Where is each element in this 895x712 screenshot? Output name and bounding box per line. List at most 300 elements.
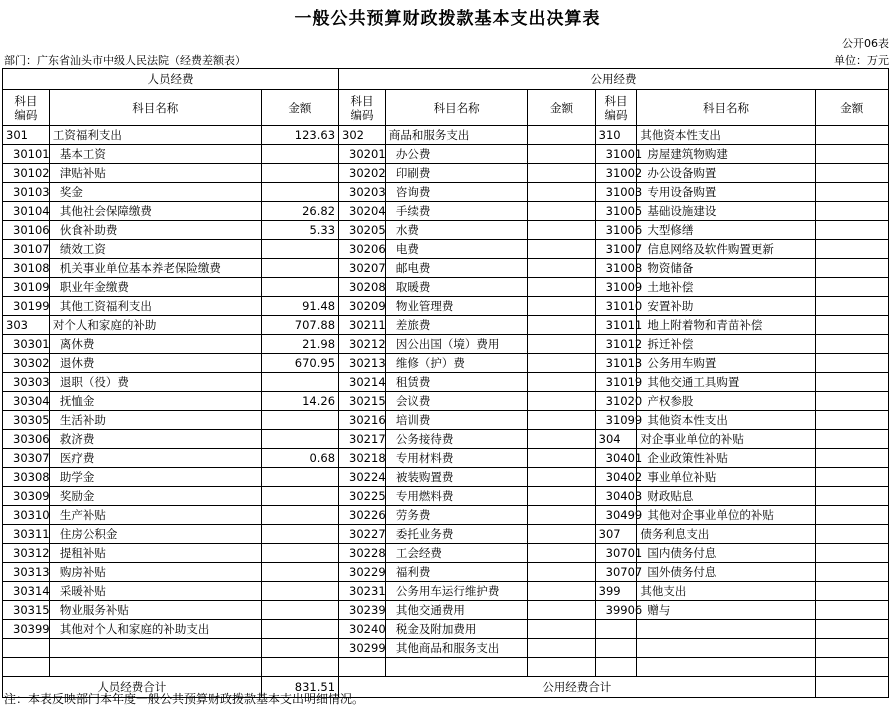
amount-cell bbox=[815, 145, 888, 164]
subject-name: 离休费 bbox=[49, 335, 261, 354]
subject-code: 31007 bbox=[595, 240, 637, 259]
subject-code: 30307 bbox=[3, 449, 50, 468]
amount-cell bbox=[815, 658, 888, 677]
subject-code: 30201 bbox=[339, 145, 386, 164]
subject-name: 工资福利支出 bbox=[49, 126, 261, 145]
subject-name: 其他对企事业单位的补贴 bbox=[637, 506, 815, 525]
amount-cell bbox=[815, 601, 888, 620]
subject-code: 31013 bbox=[595, 354, 637, 373]
subject-name: 其他交通工具购置 bbox=[637, 373, 815, 392]
public-section-header: 公用经费 bbox=[339, 69, 889, 90]
subject-code: 31011 bbox=[595, 316, 637, 335]
subject-code: 30209 bbox=[339, 297, 386, 316]
amount-cell bbox=[261, 145, 338, 164]
subject-name: 委托业务费 bbox=[385, 525, 528, 544]
amount-cell bbox=[261, 430, 338, 449]
amount-cell bbox=[261, 544, 338, 563]
subject-code: 30311 bbox=[3, 525, 50, 544]
amount-cell bbox=[528, 506, 595, 525]
subject-code: 30303 bbox=[3, 373, 50, 392]
subject-name: 医疗费 bbox=[49, 449, 261, 468]
subject-name: 税金及附加费用 bbox=[385, 620, 528, 639]
amount-cell bbox=[261, 468, 338, 487]
subject-name: 邮电费 bbox=[385, 259, 528, 278]
table-row bbox=[3, 620, 889, 639]
subject-name: 伙食补助费 bbox=[49, 221, 261, 240]
amount-cell bbox=[528, 601, 595, 620]
subject-code: 39906 bbox=[595, 601, 637, 620]
subject-code: 30215 bbox=[339, 392, 386, 411]
amount-cell bbox=[528, 411, 595, 430]
subject-name: 因公出国（境）费用 bbox=[385, 335, 528, 354]
subject-code: 30306 bbox=[3, 430, 50, 449]
subject-code: 30205 bbox=[339, 221, 386, 240]
subject-code: 303 bbox=[3, 316, 50, 335]
subject-name: 印刷费 bbox=[385, 164, 528, 183]
subject-name bbox=[49, 658, 261, 677]
subject-name: 福利费 bbox=[385, 563, 528, 582]
amount-cell bbox=[815, 164, 888, 183]
subject-code: 302 bbox=[339, 126, 386, 145]
subject-code: 30218 bbox=[339, 449, 386, 468]
subject-name bbox=[637, 639, 815, 658]
amount-cell bbox=[528, 126, 595, 145]
subject-code bbox=[595, 639, 637, 658]
amount-cell bbox=[528, 335, 595, 354]
subject-code: 30305 bbox=[3, 411, 50, 430]
table-row bbox=[3, 278, 889, 297]
subject-code: 30213 bbox=[339, 354, 386, 373]
table-row bbox=[3, 411, 889, 430]
amount-cell bbox=[815, 221, 888, 240]
code-header: 科目 编码 bbox=[595, 90, 637, 126]
subject-name: 培训费 bbox=[385, 411, 528, 430]
subject-code: 30107 bbox=[3, 240, 50, 259]
subject-name: 对个人和家庭的补助 bbox=[49, 316, 261, 335]
amount-cell bbox=[528, 373, 595, 392]
subject-code: 30228 bbox=[339, 544, 386, 563]
subject-name: 专用材料费 bbox=[385, 449, 528, 468]
amount-cell: 123.63 bbox=[261, 126, 338, 145]
form-number: 公开06表 bbox=[842, 37, 889, 50]
table-row bbox=[3, 449, 889, 468]
amount-cell bbox=[528, 221, 595, 240]
subject-name: 国内债务付息 bbox=[637, 544, 815, 563]
amount-cell bbox=[815, 126, 888, 145]
subject-name bbox=[385, 658, 528, 677]
subject-code: 399 bbox=[595, 582, 637, 601]
table-row bbox=[3, 639, 889, 658]
subject-code: 30217 bbox=[339, 430, 386, 449]
amount-cell bbox=[815, 468, 888, 487]
subject-name: 津贴补贴 bbox=[49, 164, 261, 183]
subject-code: 30207 bbox=[339, 259, 386, 278]
amount-cell bbox=[261, 563, 338, 582]
subject-name: 产权参股 bbox=[637, 392, 815, 411]
subject-code: 30204 bbox=[339, 202, 386, 221]
subject-name: 其他商品和服务支出 bbox=[385, 639, 528, 658]
amount-header: 金额 bbox=[528, 90, 595, 126]
amount-cell bbox=[528, 449, 595, 468]
subject-code: 30104 bbox=[3, 202, 50, 221]
subject-code: 30202 bbox=[339, 164, 386, 183]
subject-name: 退休费 bbox=[49, 354, 261, 373]
subject-code: 30226 bbox=[339, 506, 386, 525]
subject-name bbox=[49, 639, 261, 658]
amount-cell bbox=[815, 544, 888, 563]
table-row bbox=[3, 259, 889, 278]
subject-code bbox=[339, 658, 386, 677]
amount-cell bbox=[528, 392, 595, 411]
subject-name: 物资储备 bbox=[637, 259, 815, 278]
amount-cell bbox=[261, 620, 338, 639]
subject-code: 30403 bbox=[595, 487, 637, 506]
subject-code: 301 bbox=[3, 126, 50, 145]
subject-code: 30401 bbox=[595, 449, 637, 468]
subject-name: 劳务费 bbox=[385, 506, 528, 525]
subject-name: 救济费 bbox=[49, 430, 261, 449]
subject-code: 30312 bbox=[3, 544, 50, 563]
personnel-total-label: 人员经费合计 bbox=[3, 677, 262, 698]
subject-name: 其他资本性支出 bbox=[637, 411, 815, 430]
table-row bbox=[3, 221, 889, 240]
public-total-label: 公用经费合计 bbox=[339, 677, 816, 698]
subject-name: 大型修缮 bbox=[637, 221, 815, 240]
subject-name: 租赁费 bbox=[385, 373, 528, 392]
subject-name bbox=[637, 658, 815, 677]
table-row bbox=[3, 658, 889, 677]
unit-label: 单位：万元 bbox=[834, 54, 889, 67]
subject-code: 30203 bbox=[339, 183, 386, 202]
subject-name: 公务接待费 bbox=[385, 430, 528, 449]
subject-code: 31002 bbox=[595, 164, 637, 183]
code-header: 科目 编码 bbox=[339, 90, 386, 126]
amount-cell bbox=[528, 316, 595, 335]
amount-cell: 21.98 bbox=[261, 335, 338, 354]
amount-cell bbox=[528, 658, 595, 677]
amount-cell bbox=[815, 335, 888, 354]
subject-code bbox=[595, 620, 637, 639]
subject-code: 30701 bbox=[595, 544, 637, 563]
subject-name: 事业单位补贴 bbox=[637, 468, 815, 487]
table-row bbox=[3, 373, 889, 392]
amount-cell: 0.68 bbox=[261, 449, 338, 468]
table-row bbox=[3, 164, 889, 183]
subject-code: 30216 bbox=[339, 411, 386, 430]
subject-code: 30240 bbox=[339, 620, 386, 639]
table-row bbox=[3, 183, 889, 202]
amount-cell bbox=[815, 525, 888, 544]
table-row bbox=[3, 468, 889, 487]
subject-name: 其他对个人和家庭的补助支出 bbox=[49, 620, 261, 639]
amount-cell bbox=[815, 297, 888, 316]
subject-name: 办公设备购置 bbox=[637, 164, 815, 183]
subject-code: 30313 bbox=[3, 563, 50, 582]
amount-cell bbox=[815, 240, 888, 259]
amount-cell bbox=[261, 164, 338, 183]
subject-name: 其他资本性支出 bbox=[637, 126, 815, 145]
amount-cell bbox=[261, 240, 338, 259]
subject-code: 30302 bbox=[3, 354, 50, 373]
subject-code: 30212 bbox=[339, 335, 386, 354]
subject-code: 30106 bbox=[3, 221, 50, 240]
subject-name: 国外债务付息 bbox=[637, 563, 815, 582]
amount-cell: 5.33 bbox=[261, 221, 338, 240]
subject-name: 生活补助 bbox=[49, 411, 261, 430]
subject-code: 30707 bbox=[595, 563, 637, 582]
report-title: 一般公共预算财政拨款基本支出决算表 bbox=[294, 9, 601, 29]
subject-code: 31003 bbox=[595, 183, 637, 202]
amount-cell bbox=[261, 582, 338, 601]
subject-name: 住房公积金 bbox=[49, 525, 261, 544]
amount-cell bbox=[528, 183, 595, 202]
subject-code: 31009 bbox=[595, 278, 637, 297]
subject-code: 30499 bbox=[595, 506, 637, 525]
subject-code: 30102 bbox=[3, 164, 50, 183]
amount-cell bbox=[815, 487, 888, 506]
subject-name: 对企事业单位的补贴 bbox=[637, 430, 815, 449]
table-row bbox=[3, 297, 889, 316]
amount-cell bbox=[528, 145, 595, 164]
subject-code: 30304 bbox=[3, 392, 50, 411]
subject-name: 地上附着物和青苗补偿 bbox=[637, 316, 815, 335]
amount-cell bbox=[261, 411, 338, 430]
subject-code: 30399 bbox=[3, 620, 50, 639]
amount-cell bbox=[815, 373, 888, 392]
subject-name: 退职（役）费 bbox=[49, 373, 261, 392]
subject-code: 30225 bbox=[339, 487, 386, 506]
table-row bbox=[3, 506, 889, 525]
name-header: 科目名称 bbox=[49, 90, 261, 126]
subject-code bbox=[595, 658, 637, 677]
subject-code: 30301 bbox=[3, 335, 50, 354]
table-row bbox=[3, 335, 889, 354]
subject-name bbox=[637, 620, 815, 639]
subject-code bbox=[3, 658, 50, 677]
subject-name: 被装购置费 bbox=[385, 468, 528, 487]
public-total-amount bbox=[815, 677, 888, 698]
amount-cell bbox=[815, 392, 888, 411]
subject-code: 30199 bbox=[3, 297, 50, 316]
subject-code: 307 bbox=[595, 525, 637, 544]
department-label: 部门：广东省汕头市中级人民法院（经费差额表） bbox=[4, 54, 246, 67]
subject-name: 安置补助 bbox=[637, 297, 815, 316]
subject-code: 31012 bbox=[595, 335, 637, 354]
subject-code: 31010 bbox=[595, 297, 637, 316]
amount-cell bbox=[528, 164, 595, 183]
amount-cell bbox=[261, 259, 338, 278]
subject-name: 绩效工资 bbox=[49, 240, 261, 259]
subject-code: 31019 bbox=[595, 373, 637, 392]
subject-name: 企业政策性补贴 bbox=[637, 449, 815, 468]
amount-cell bbox=[815, 506, 888, 525]
amount-cell bbox=[261, 183, 338, 202]
subject-name: 其他交通费用 bbox=[385, 601, 528, 620]
subject-name: 奖励金 bbox=[49, 487, 261, 506]
table-row bbox=[3, 601, 889, 620]
subject-name: 专用燃料费 bbox=[385, 487, 528, 506]
subject-name: 其他支出 bbox=[637, 582, 815, 601]
amount-cell bbox=[261, 658, 338, 677]
subject-code: 30101 bbox=[3, 145, 50, 164]
amount-cell bbox=[261, 506, 338, 525]
amount-cell bbox=[528, 487, 595, 506]
subject-code: 30103 bbox=[3, 183, 50, 202]
amount-cell bbox=[815, 449, 888, 468]
amount-cell bbox=[528, 202, 595, 221]
amount-cell bbox=[528, 563, 595, 582]
subject-name: 其他社会保障缴费 bbox=[49, 202, 261, 221]
table-row bbox=[3, 582, 889, 601]
amount-cell bbox=[528, 240, 595, 259]
footnote: 注：本表反映部门本年度一般公共预算财政拨款基本支出明细情况。 bbox=[4, 692, 365, 706]
table-row bbox=[3, 202, 889, 221]
amount-cell bbox=[528, 278, 595, 297]
subject-name: 信息网络及软件购置更新 bbox=[637, 240, 815, 259]
subject-name: 抚恤金 bbox=[49, 392, 261, 411]
amount-cell bbox=[261, 601, 338, 620]
amount-cell bbox=[815, 411, 888, 430]
subject-name: 会议费 bbox=[385, 392, 528, 411]
subject-code: 30231 bbox=[339, 582, 386, 601]
subject-code: 304 bbox=[595, 430, 637, 449]
subject-name: 机关事业单位基本养老保险缴费 bbox=[49, 259, 261, 278]
personnel-section-header: 人员经费 bbox=[3, 69, 339, 90]
subject-name: 专用设备购置 bbox=[637, 183, 815, 202]
section-header-row bbox=[3, 69, 889, 90]
name-header: 科目名称 bbox=[637, 90, 815, 126]
amount-cell bbox=[815, 354, 888, 373]
subject-name: 物业服务补贴 bbox=[49, 601, 261, 620]
subject-name: 赠与 bbox=[637, 601, 815, 620]
subject-code: 30108 bbox=[3, 259, 50, 278]
subject-name: 助学金 bbox=[49, 468, 261, 487]
subject-name: 房屋建筑物购建 bbox=[637, 145, 815, 164]
expenditure-table bbox=[2, 68, 889, 698]
subject-code: 31020 bbox=[595, 392, 637, 411]
subject-name: 购房补贴 bbox=[49, 563, 261, 582]
amount-cell bbox=[261, 373, 338, 392]
subject-code: 31001 bbox=[595, 145, 637, 164]
subject-code: 30314 bbox=[3, 582, 50, 601]
amount-cell: 14.26 bbox=[261, 392, 338, 411]
amount-cell bbox=[815, 563, 888, 582]
amount-header: 金额 bbox=[815, 90, 888, 126]
subject-code bbox=[3, 639, 50, 658]
subject-code: 30224 bbox=[339, 468, 386, 487]
subject-name: 公务用车购置 bbox=[637, 354, 815, 373]
amount-cell bbox=[261, 487, 338, 506]
subject-name: 提租补贴 bbox=[49, 544, 261, 563]
table-row bbox=[3, 487, 889, 506]
amount-cell bbox=[815, 620, 888, 639]
amount-cell bbox=[528, 582, 595, 601]
subject-name: 财政贴息 bbox=[637, 487, 815, 506]
amount-cell bbox=[815, 259, 888, 278]
subject-code: 30211 bbox=[339, 316, 386, 335]
table-row bbox=[3, 392, 889, 411]
table-row bbox=[3, 240, 889, 259]
subject-code: 30239 bbox=[339, 601, 386, 620]
subject-name: 职业年金缴费 bbox=[49, 278, 261, 297]
table-row bbox=[3, 316, 889, 335]
subject-name: 奖金 bbox=[49, 183, 261, 202]
amount-cell bbox=[528, 544, 595, 563]
subject-name: 生产补贴 bbox=[49, 506, 261, 525]
name-header: 科目名称 bbox=[385, 90, 528, 126]
column-header-row bbox=[3, 90, 889, 126]
amount-cell bbox=[815, 430, 888, 449]
amount-cell bbox=[815, 183, 888, 202]
subject-name: 土地补偿 bbox=[637, 278, 815, 297]
subject-code: 30315 bbox=[3, 601, 50, 620]
subject-name: 水费 bbox=[385, 221, 528, 240]
subject-code: 30309 bbox=[3, 487, 50, 506]
amount-cell bbox=[528, 259, 595, 278]
subject-name: 取暖费 bbox=[385, 278, 528, 297]
subject-code: 30206 bbox=[339, 240, 386, 259]
subject-code: 31099 bbox=[595, 411, 637, 430]
amount-cell bbox=[815, 278, 888, 297]
amount-cell bbox=[815, 202, 888, 221]
subject-name: 电费 bbox=[385, 240, 528, 259]
amount-cell: 26.82 bbox=[261, 202, 338, 221]
subject-code: 30208 bbox=[339, 278, 386, 297]
subject-name: 采暖补贴 bbox=[49, 582, 261, 601]
subject-code: 30229 bbox=[339, 563, 386, 582]
amount-cell bbox=[528, 525, 595, 544]
subject-name: 债务利息支出 bbox=[637, 525, 815, 544]
subject-name: 拆迁补偿 bbox=[637, 335, 815, 354]
subject-name: 咨询费 bbox=[385, 183, 528, 202]
subject-name: 差旅费 bbox=[385, 316, 528, 335]
table-row bbox=[3, 354, 889, 373]
subject-code: 31006 bbox=[595, 221, 637, 240]
subject-name: 公务用车运行维护费 bbox=[385, 582, 528, 601]
code-header: 科目 编码 bbox=[3, 90, 50, 126]
amount-cell bbox=[261, 525, 338, 544]
amount-cell bbox=[528, 297, 595, 316]
amount-cell bbox=[528, 354, 595, 373]
table-row bbox=[3, 544, 889, 563]
amount-cell bbox=[528, 639, 595, 658]
amount-cell bbox=[815, 582, 888, 601]
subject-name: 其他工资福利支出 bbox=[49, 297, 261, 316]
subject-code: 30109 bbox=[3, 278, 50, 297]
table-row bbox=[3, 525, 889, 544]
subject-code: 31005 bbox=[595, 202, 637, 221]
subject-name: 基础设施建设 bbox=[637, 202, 815, 221]
subject-code: 30299 bbox=[339, 639, 386, 658]
subject-name: 物业管理费 bbox=[385, 297, 528, 316]
amount-cell bbox=[815, 316, 888, 335]
amount-cell bbox=[528, 430, 595, 449]
amount-cell: 91.48 bbox=[261, 297, 338, 316]
subject-name: 手续费 bbox=[385, 202, 528, 221]
subject-code: 30214 bbox=[339, 373, 386, 392]
subject-code: 30227 bbox=[339, 525, 386, 544]
table-row bbox=[3, 126, 889, 145]
amount-header: 金额 bbox=[261, 90, 338, 126]
personnel-total-amount: 831.51 bbox=[261, 677, 338, 698]
table-row bbox=[3, 145, 889, 164]
amount-cell bbox=[261, 639, 338, 658]
amount-cell bbox=[261, 278, 338, 297]
subject-code: 30310 bbox=[3, 506, 50, 525]
table-row bbox=[3, 430, 889, 449]
amount-cell bbox=[815, 639, 888, 658]
subject-name: 维修（护）费 bbox=[385, 354, 528, 373]
